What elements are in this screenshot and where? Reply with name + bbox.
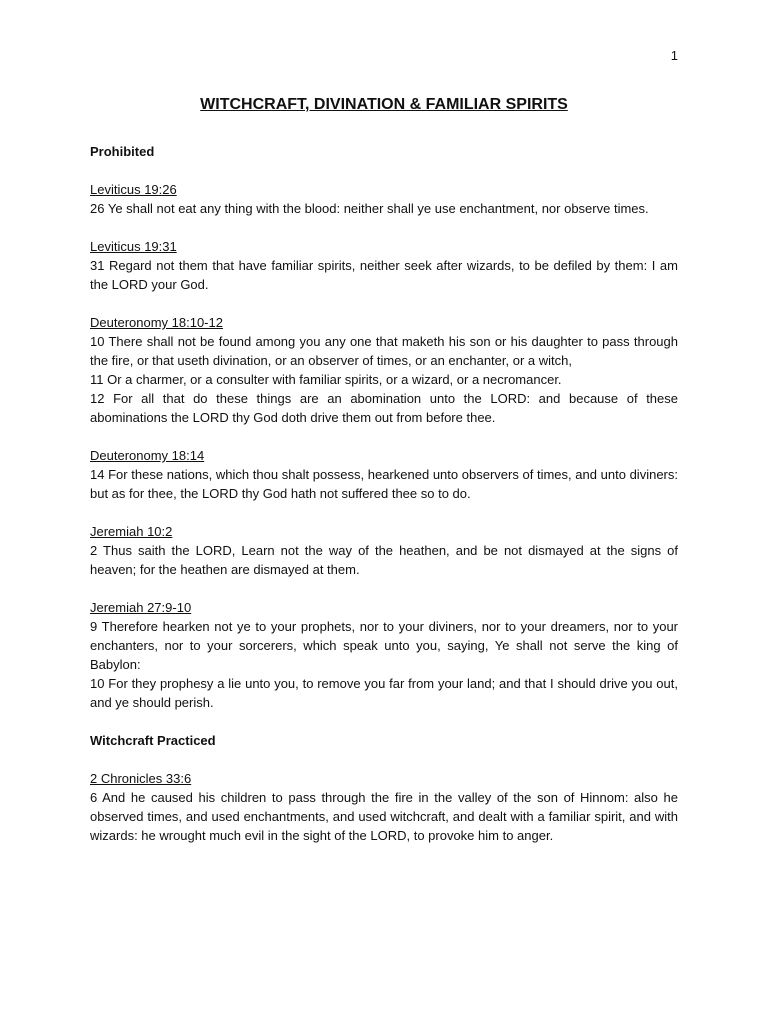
- scripture-reference: Jeremiah 10:2: [90, 524, 173, 539]
- verse-text: 6 And he caused his children to pass through the fire in the valley of the son of Hinnom: also he observed times, and used enchantments, and used witchcraft, and dealt with a familiar spirit, and with wizards: he wrought much evil in the sight of the LORD, to provoke him to anger.: [90, 790, 678, 843]
- section-heading: Witchcraft Practiced: [90, 733, 216, 748]
- scripture-reference: Leviticus 19:31: [90, 239, 177, 254]
- verse-text: 26 Ye shall not eat any thing with the blood: neither shall ye use enchantment, nor observe times.: [90, 201, 649, 216]
- document-title: WITCHCRAFT, DIVINATION & FAMILIAR SPIRITS: [200, 96, 568, 113]
- page-number: 1: [670, 48, 678, 63]
- passage: [90, 769, 678, 845]
- passage: [90, 237, 678, 294]
- section-witchcraft-practiced: [90, 731, 678, 845]
- passage: [90, 313, 678, 427]
- passage: [90, 446, 678, 503]
- scripture-reference: Deuteronomy 18:10-12: [90, 315, 223, 330]
- verse-text: 2 Thus saith the LORD, Learn not the way of the heathen, and be not dismayed at the signs of heaven; for the heathen are dismayed at them.: [90, 543, 678, 577]
- verse-text: 14 For these nations, which thou shalt possess, hearkened unto observers of times, and unto diviners: but as for thee, the LORD thy God hath not suffered thee so to do.: [90, 467, 678, 501]
- section-prohibited: [90, 142, 678, 712]
- verse-text: 12 For all that do these things are an abomination unto the LORD: and because of these abominations the LORD thy God doth drive them out from before thee.: [90, 391, 678, 425]
- verse-text: 11 Or a charmer, or a consulter with familiar spirits, or a wizard, or a necromancer.: [90, 372, 562, 387]
- passage: [90, 598, 678, 712]
- verse-text: 9 Therefore hearken not ye to your prophets, nor to your diviners, nor to your dreamers, nor to your enchanters, nor to your sorcerers, which speak unto you, saying, Ye shall not serve the king of Babylon:: [90, 619, 678, 672]
- verse-text: 10 For they prophesy a lie unto you, to remove you far from your land; and that I should drive you out, and ye should perish.: [90, 676, 678, 710]
- verse-text: 10 There shall not be found among you any one that maketh his son or his daughter to pass through the fire, or that useth divination, or an observer of times, or an enchanter, or a witch,: [90, 334, 678, 368]
- document-body: [90, 94, 678, 864]
- scripture-reference: 2 Chronicles 33:6: [90, 771, 192, 786]
- scripture-reference: Deuteronomy 18:14: [90, 448, 205, 463]
- passage: [90, 180, 678, 218]
- scripture-reference: Jeremiah 27:9-10: [90, 600, 192, 615]
- passage: [90, 522, 678, 579]
- scripture-reference: Leviticus 19:26: [90, 182, 177, 197]
- verse-text: 31 Regard not them that have familiar spirits, neither seek after wizards, to be defiled by them: I am the LORD your God.: [90, 258, 678, 292]
- section-heading: Prohibited: [90, 144, 155, 159]
